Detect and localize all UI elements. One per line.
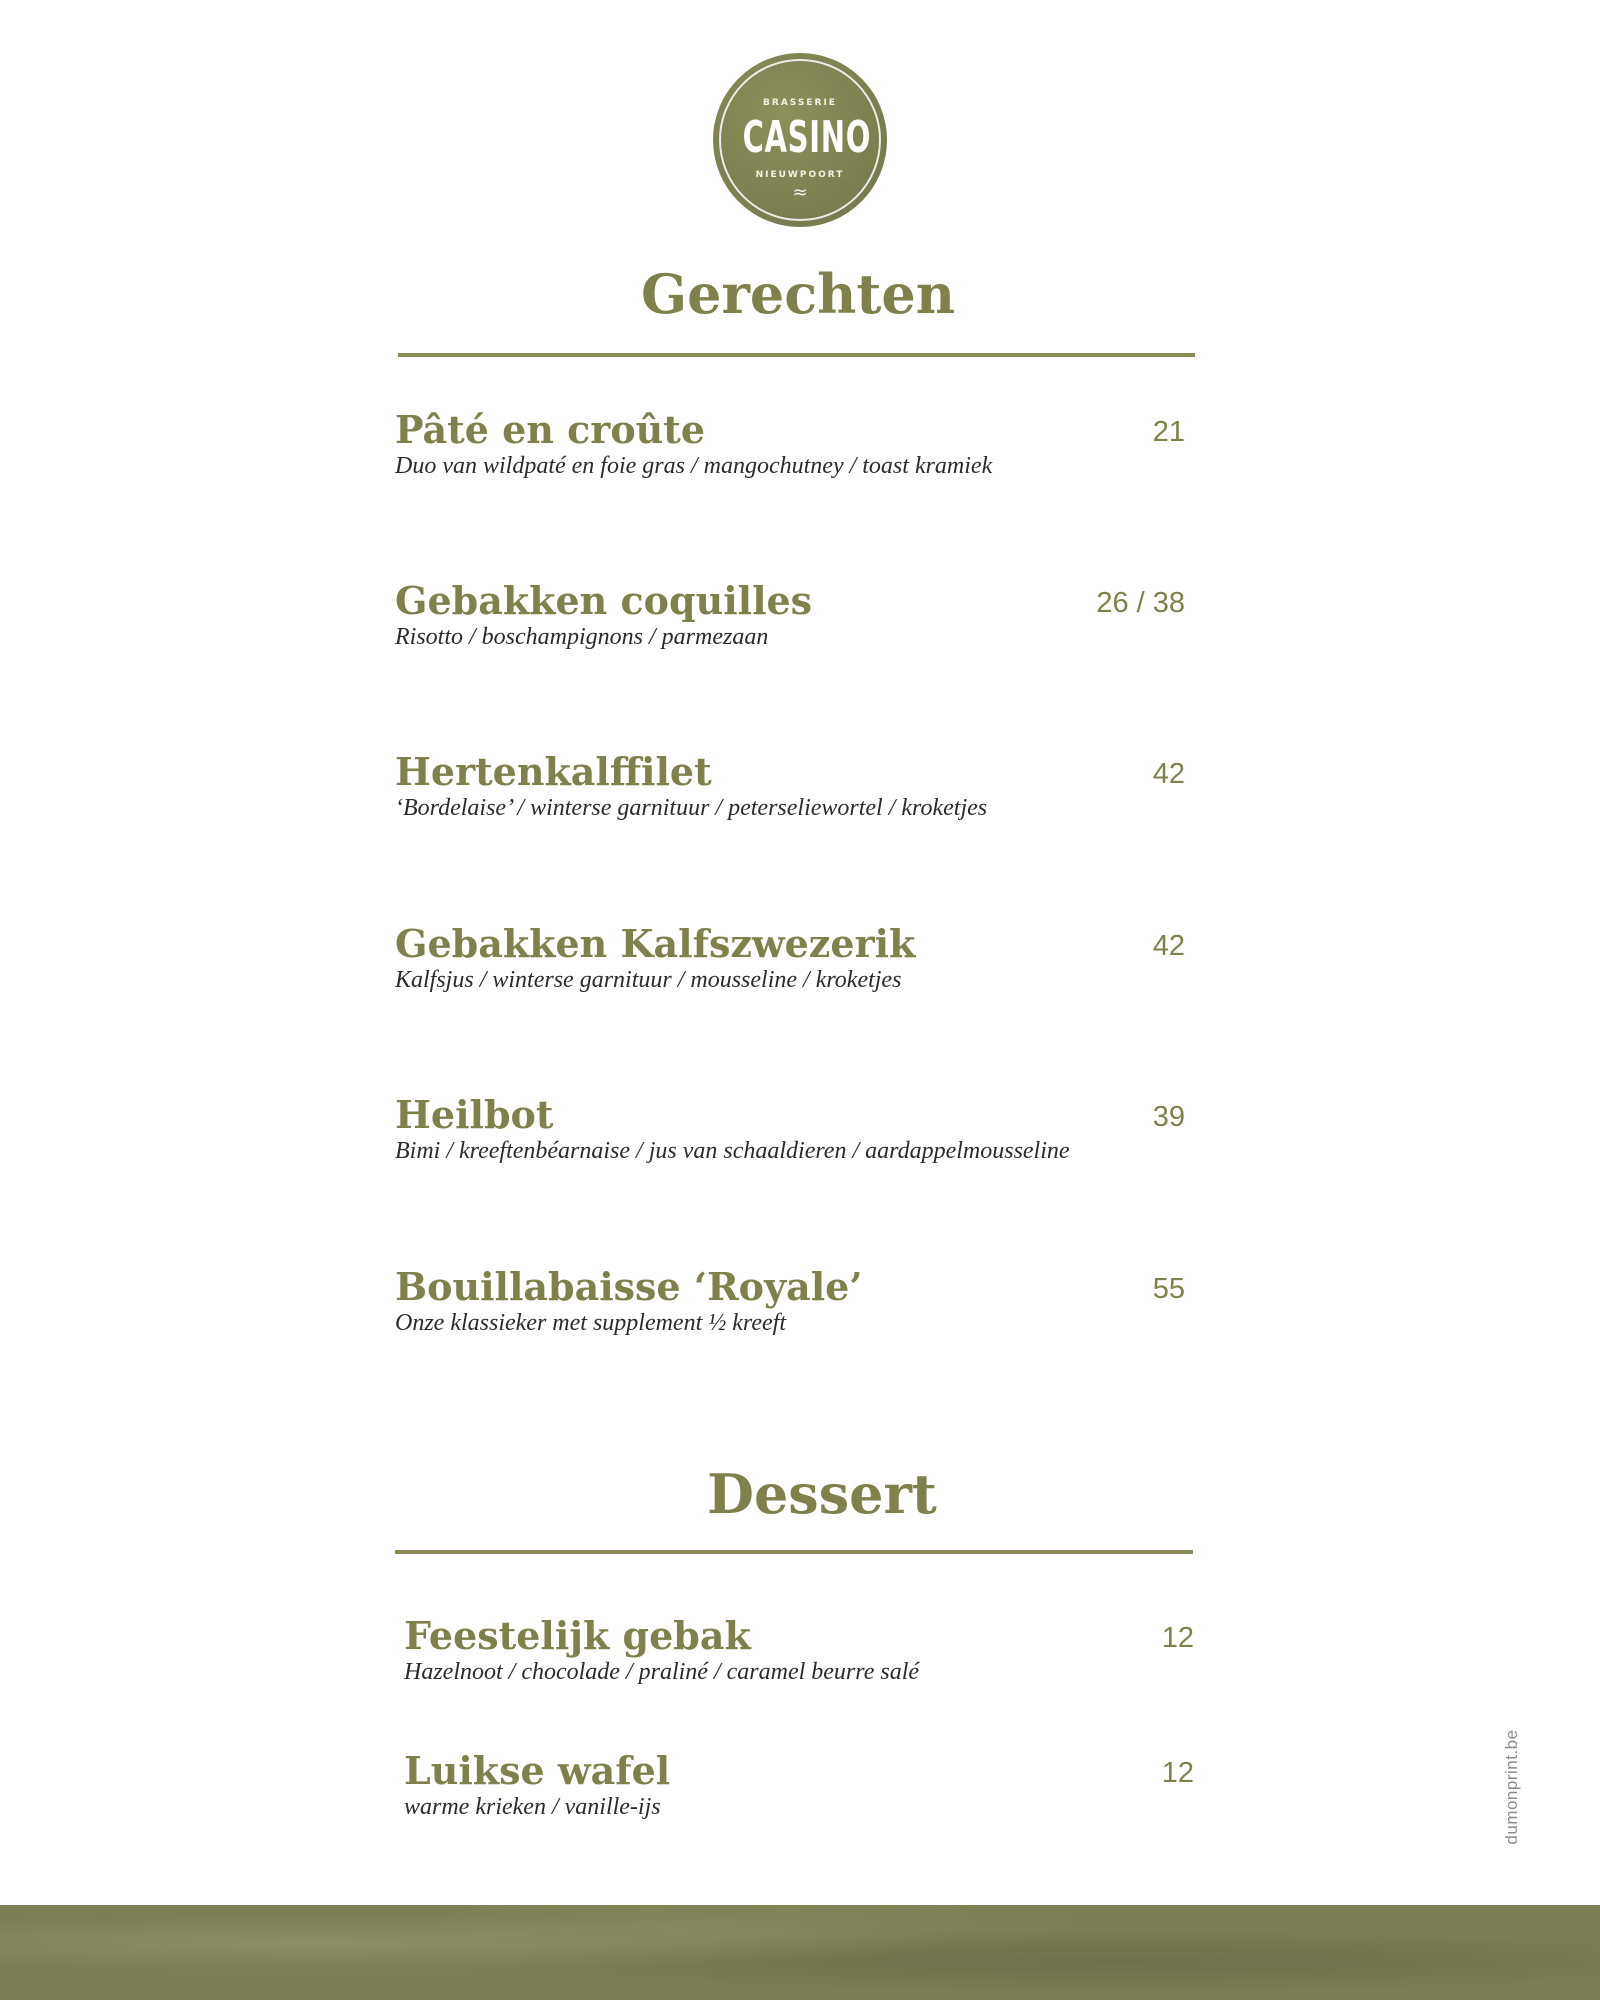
section-title-dessert: Dessert xyxy=(707,1462,937,1526)
logo-top-text: BRASSERIE xyxy=(763,98,837,108)
menu-item-name: Gebakken Kalfszwezerik xyxy=(395,921,916,966)
menu-item-heilbot xyxy=(395,1091,1195,1171)
menu-item-luikse-wafel xyxy=(404,1747,1204,1827)
brasserie-casino-logo xyxy=(713,53,887,227)
menu-item-name: Bouillabaisse ‘Royale’ xyxy=(395,1264,863,1309)
logo-main-text: CASINO xyxy=(742,112,872,163)
menu-item-price: 21 xyxy=(1152,416,1185,448)
footer-band xyxy=(0,1905,1600,2000)
menu-item-price: 12 xyxy=(1161,1757,1194,1789)
menu-item-name: Hertenkalffilet xyxy=(395,749,712,794)
menu-item-name: Heilbot xyxy=(395,1092,554,1137)
menu-item-description: Onze klassieker met supplement ½ kreeft xyxy=(395,1310,786,1336)
section-divider xyxy=(395,1550,1193,1554)
menu-item-price: 39 xyxy=(1152,1101,1185,1133)
menu-item-description: Hazelnoot / chocolade / praliné / caramel beurre salé xyxy=(404,1659,920,1685)
menu-item-name: Pâté en croûte xyxy=(395,407,706,452)
menu-item-price: 42 xyxy=(1152,930,1185,962)
menu-item-description: Duo van wildpaté en foie gras / mangochutney / toast kramiek xyxy=(395,453,993,479)
printer-watermark: dumonprint.be xyxy=(1502,1729,1521,1845)
section-title-gerechten: Gerechten xyxy=(641,262,955,326)
menu-item-price: 26 / 38 xyxy=(1096,587,1185,619)
menu-item-bouillabaisse-royale xyxy=(395,1263,1195,1343)
menu-item-price: 55 xyxy=(1152,1273,1185,1305)
menu-item-name: Gebakken coquilles xyxy=(395,578,813,623)
menu-item-name: Feestelijk gebak xyxy=(404,1613,751,1658)
logo-bottom-text: NIEUWPOORT xyxy=(755,170,845,180)
menu-item-description: Risotto / boschampignons / parmezaan xyxy=(395,624,769,650)
menu-item-gebakken-coquilles xyxy=(395,577,1195,657)
menu-item-description: Bimi / kreeftenbéarnaise / jus van schaaldieren / aardappelmousseline xyxy=(395,1138,1070,1164)
menu-item-price: 42 xyxy=(1152,758,1185,790)
wave-icon: ≈ xyxy=(792,182,808,203)
menu-item-name: Luikse wafel xyxy=(404,1748,671,1793)
menu-item-hertenkalffilet xyxy=(395,748,1195,828)
menu-item-description: ‘Bordelaise’ / winterse garnituur / peterseliewortel / kroketjes xyxy=(395,795,988,821)
menu-item-description: Kalfsjus / winterse garnituur / mousseline / kroketjes xyxy=(395,967,902,993)
menu-item-gebakken-kalfszwezerik xyxy=(395,920,1195,1000)
section-divider xyxy=(398,353,1195,357)
menu-item-price: 12 xyxy=(1161,1622,1194,1654)
menu-item-pate-en-croute xyxy=(395,406,1195,486)
menu-item-feestelijk-gebak xyxy=(404,1612,1204,1692)
menu-item-description: warme krieken / vanille-ijs xyxy=(404,1794,661,1820)
